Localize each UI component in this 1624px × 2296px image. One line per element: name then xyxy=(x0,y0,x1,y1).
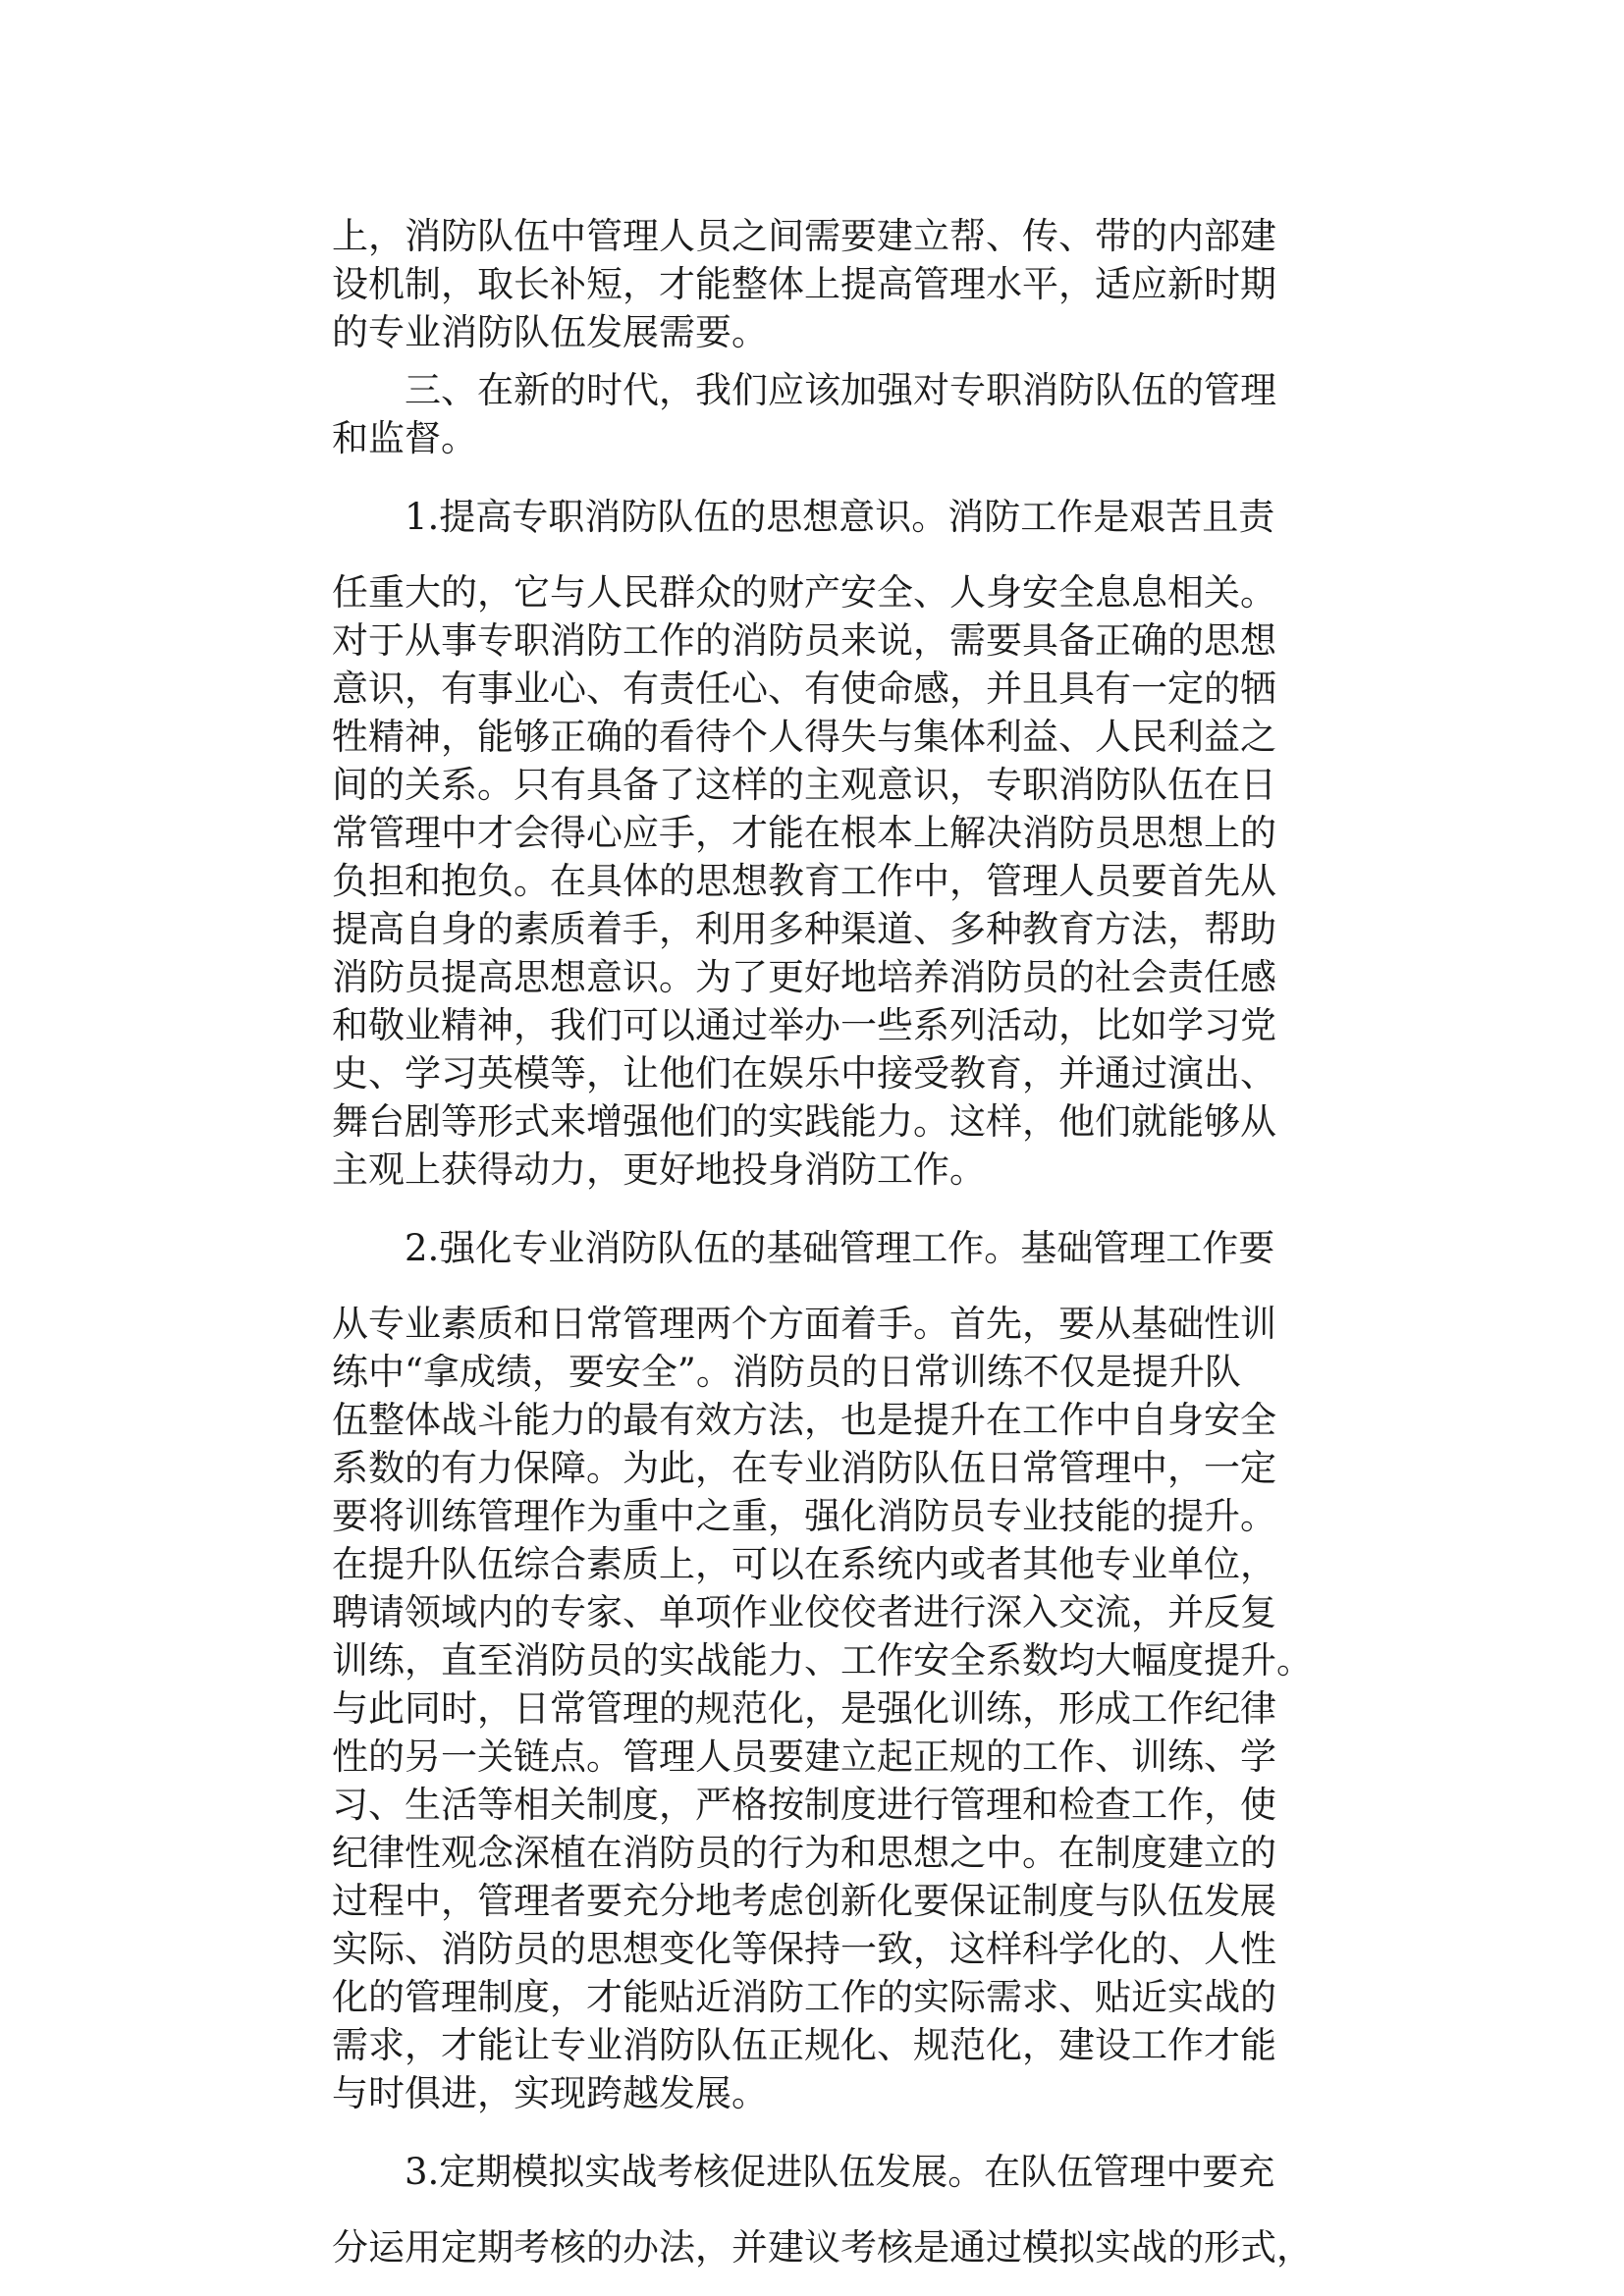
section-heading: 三、在新的时代，我们应该加强对专职消防队伍的管理 xyxy=(405,369,1276,411)
text-line: 与此同时，日常管理的规范化，是强化训练，形成工作纪律 xyxy=(332,1687,1276,1730)
text-line: 性的另一关链点。管理人员要建立起正规的工作、训练、学 xyxy=(332,1735,1276,1778)
text-line: 伍整体战斗能力的最有效方法，也是提升在工作中自身安全 xyxy=(332,1399,1276,1441)
text-line: 对于从事专职消防工作的消防员来说，需要具备正确的思想 xyxy=(332,619,1276,662)
text-line: 与时俱进，实现跨越发展。 xyxy=(332,2072,768,2114)
text-line: 系数的有力保障。为此，在专业消防队伍日常管理中，一定 xyxy=(332,1447,1276,1489)
text-line: 练中“拿成绩，要安全”。消防员的日常训练不仅是提升队 xyxy=(332,1351,1241,1393)
text-line: 训练，直至消防员的实战能力、工作安全系数均大幅度提升。 xyxy=(332,1639,1313,1682)
text-line: 习、生活等相关制度，严格按制度进行管理和检查工作，使 xyxy=(332,1784,1276,1826)
text-line: 在提升队伍综合素质上，可以在系统内或者其他专业单位， xyxy=(332,1543,1276,1585)
text-line: 间的关系。只有具备了这样的主观意识，专职消防队伍在日 xyxy=(332,764,1276,806)
text-line: 实际、消防员的思想变化等保持一致，这样科学化的、人性 xyxy=(332,1928,1276,1970)
text-line: 和监督。 xyxy=(332,417,477,459)
text-line: 常管理中才会得心应手，才能在根本上解决消防员思想上的 xyxy=(332,812,1276,854)
text-line: 提高自身的素质着手，利用多种渠道、多种教育方法，帮助 xyxy=(332,908,1276,950)
text-line: 聘请领域内的专家、单项作业佼佼者进行深入交流，并反复 xyxy=(332,1591,1276,1633)
text-line: 设机制，取长补短，才能整体上提高管理水平，适应新时期 xyxy=(332,263,1276,305)
text-line: 和敬业精神，我们可以通过举办一些系列活动，比如学习党 xyxy=(332,1004,1276,1046)
text-line: 任重大的，它与人民群众的财产安全、人身安全息息相关。 xyxy=(332,571,1276,614)
text-line: 消防员提高思想意识。为了更好地培养消防员的社会责任感 xyxy=(332,956,1276,998)
text-line: 要将训练管理作为重中之重，强化消防员专业技能的提升。 xyxy=(332,1495,1276,1537)
text-line: 纪律性观念深植在消防员的行为和思想之中。在制度建立的 xyxy=(332,1832,1276,1874)
subsection-heading: 2.强化专业消防队伍的基础管理工作。基础管理工作要 xyxy=(405,1227,1275,1269)
text-line: 牲精神，能够正确的看待个人得失与集体利益、人民利益之 xyxy=(332,716,1276,758)
text-line: 舞台剧等形式来增强他们的实践能力。这样，他们就能够从 xyxy=(332,1100,1276,1143)
text-line: 主观上获得动力，更好地投身消防工作。 xyxy=(332,1148,986,1191)
text-line: 的专业消防队伍发展需要。 xyxy=(332,311,768,353)
text-line: 分运用定期考核的办法，并建议考核是通过模拟实战的形式， xyxy=(332,2226,1313,2269)
text-line: 意识，有事业心、有责任心、有使命感，并且具有一定的牺 xyxy=(332,667,1276,710)
text-line: 从专业素质和日常管理两个方面着手。首先，要从基础性训 xyxy=(332,1303,1276,1345)
text-line: 上，消防队伍中管理人员之间需要建立帮、传、带的内部建 xyxy=(332,215,1276,257)
text-line: 史、学习英模等，让他们在娱乐中接受教育，并通过演出、 xyxy=(332,1052,1276,1095)
text-line: 化的管理制度，才能贴近消防工作的实际需求、贴近实战的 xyxy=(332,1976,1276,2018)
text-line: 需求，才能让专业消防队伍正规化、规范化，建设工作才能 xyxy=(332,2024,1276,2066)
subsection-heading: 1.提高专职消防队伍的思想意识。消防工作是艰苦且责 xyxy=(405,496,1275,538)
text-line: 过程中，管理者要充分地考虑创新化要保证制度与队伍发展 xyxy=(332,1880,1276,1922)
subsection-heading: 3.定期模拟实战考核促进队伍发展。在队伍管理中要充 xyxy=(405,2151,1275,2193)
text-line: 负担和抱负。在具体的思想教育工作中，管理人员要首先从 xyxy=(332,860,1276,902)
